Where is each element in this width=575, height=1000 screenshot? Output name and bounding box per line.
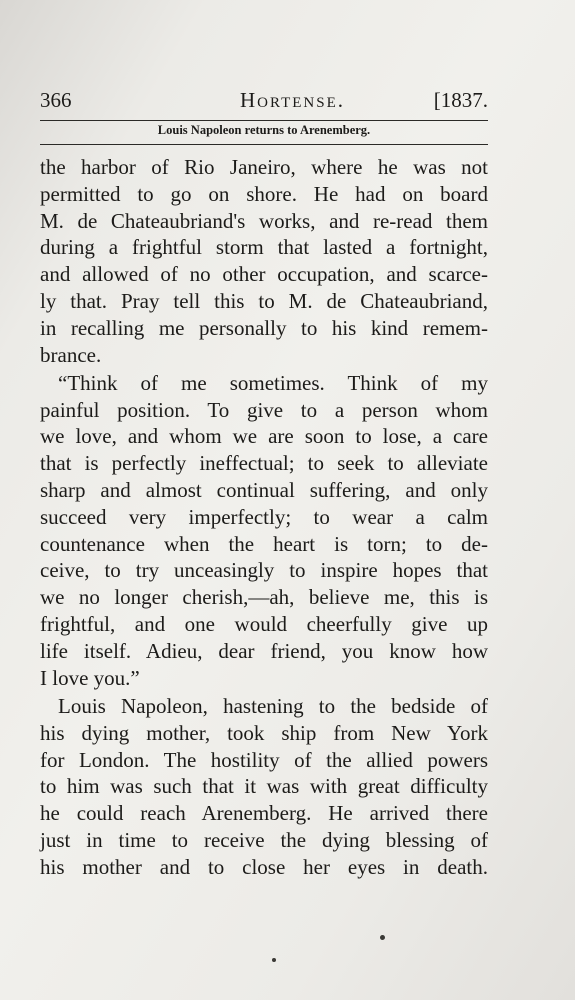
year-marker: [1837. (433, 88, 488, 112)
text-line: “Think of me sometimes. Think of my (58, 370, 488, 395)
text-line: just in time to receive the dying blessing of (40, 827, 488, 852)
text-line: M. de Chateaubriand's works, and re-read them (40, 208, 488, 233)
text-line: ceive, to try unceasingly to inspire hopes that (40, 558, 488, 583)
page-number: 366 (40, 88, 72, 112)
text-line: sharp and almost continual suffering, and only (40, 478, 488, 503)
text-line: he could reach Arenemberg. He arrived there (40, 801, 488, 826)
header-rule-bottom (40, 144, 488, 145)
running-title: Hortense. (240, 88, 346, 112)
text-line: in recalling me personally to his kind remem- (40, 315, 488, 340)
text-line: ly that. Pray tell this to M. de Chateaubriand, (40, 288, 488, 313)
text-line: the harbor of Rio Janeiro, where he was not (40, 155, 488, 179)
ink-speck (380, 935, 385, 940)
text-line: and allowed of no other occupation, and scarce- (40, 262, 488, 287)
text-line: for London. The hostility of the allied powers (40, 747, 488, 772)
paragraph-3 (40, 693, 488, 720)
header-rule-top (40, 120, 488, 121)
text-line: frightful, and one would cheerfully give up (40, 612, 488, 637)
text-line: we no longer cherish,—ah, believe me, this is (40, 585, 488, 610)
body-text (40, 154, 488, 881)
text-line: Louis Napoleon, hastening to the bedside of (58, 693, 488, 718)
paragraph-3-continued (40, 720, 488, 881)
text-line: that is perfectly ineffectual; to seek to alleviate (40, 451, 488, 476)
text-line: life itself. Adieu, dear friend, you know how (40, 638, 488, 663)
page-header (40, 88, 488, 114)
paragraph-1 (40, 154, 488, 368)
text-line: to him was such that it was with great difficulty (40, 774, 488, 799)
paragraph-2 (40, 370, 488, 397)
text-line: his dying mother, took ship from New York (40, 720, 488, 745)
text-line: we love, and whom we are soon to lose, a care (40, 424, 488, 449)
text-line: during a frightful storm that lasted a fortnight, (40, 235, 488, 260)
text-line: countenance when the heart is torn; to de- (40, 531, 488, 556)
text-line: succeed very imperfectly; to wear a calm (40, 504, 488, 529)
text-line: brance. (40, 342, 102, 367)
text-line: permitted to go on shore. He had on board (40, 181, 488, 206)
ink-speck (272, 958, 276, 962)
text-line: I love you.” (40, 665, 140, 690)
text-line: painful position. To give to a person whom (40, 397, 488, 422)
section-subheading: Louis Napoleon returns to Arenemberg. (157, 123, 371, 137)
text-line: his mother and to close her eyes in death. (40, 854, 488, 879)
paragraph-2-continued (40, 397, 488, 692)
